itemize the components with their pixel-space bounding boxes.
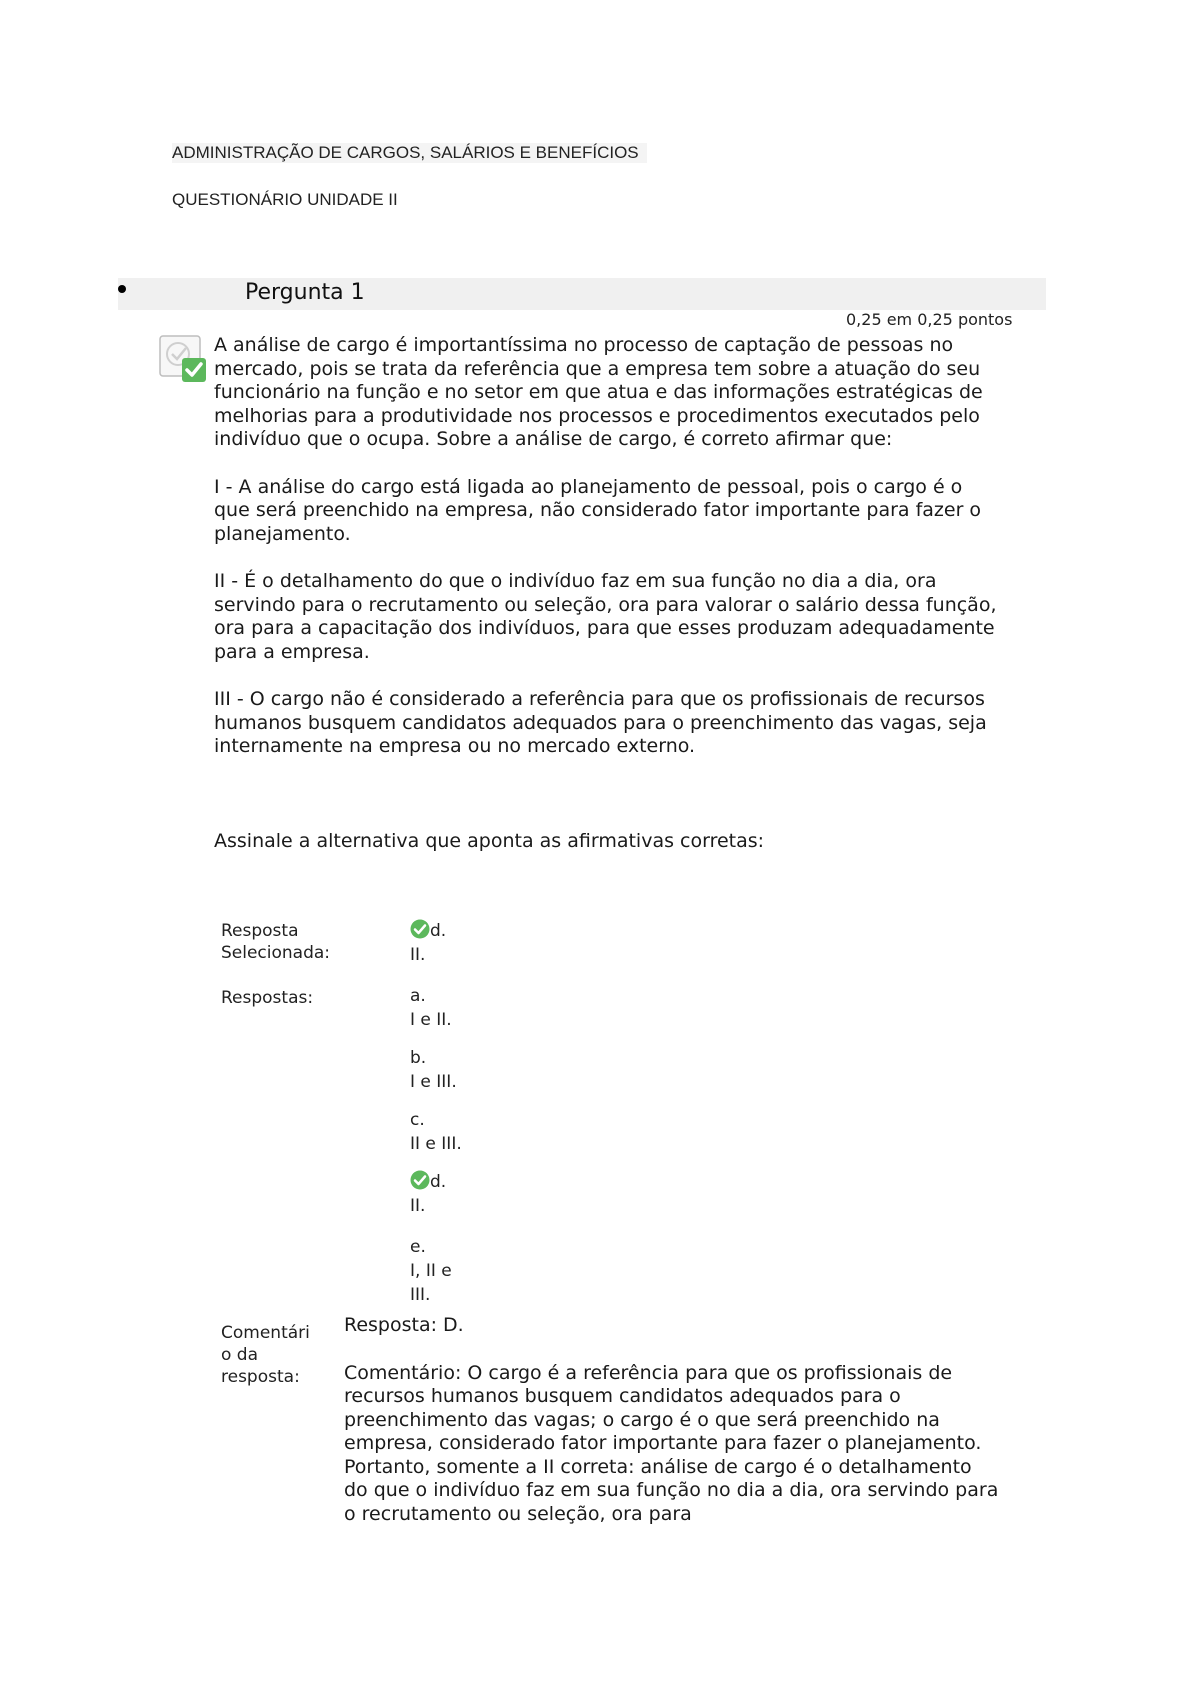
- comment-answer: Resposta: D.: [344, 1314, 464, 1336]
- question-statement: A análise de cargo é importantíssima no processo de captação de pessoas no mercado, pois se trata da referência que a empresa tem sobre a atuação do seu funcionário na função e no setor em que atua e das informações estratégicas de melhorias para a produtividade nos processos e procedimentos executados pelo indivíduo que o ocupa. Sobre a análise de cargo, é correto afirmar que:: [214, 334, 983, 450]
- comment-label: Comentári o da resposta:: [221, 1323, 310, 1387]
- correct-check-icon: [410, 1170, 430, 1190]
- answer-option-a: a. I e II.: [410, 986, 452, 1030]
- statement-item: I - A análise do cargo está ligada ao planejamento de pessoal, pois o cargo é o que será preenchido na empresa, não considerado fator importante para fazer o planejamento.: [214, 475, 982, 545]
- correct-check-icon: [410, 919, 430, 939]
- answers-label: Respostas:: [221, 988, 314, 1008]
- question-prompt: Assinale a alternativa que aponta as afirmativas corretas:: [214, 829, 765, 852]
- statement-item: III - O cargo não é considerado a referência para que os profissionais de recursos humanos busquem candidatos adequados para o preenchimento das vagas, seja internamente na empresa ou no mercado externo.: [214, 688, 987, 757]
- answer-option-b: b. I e III.: [410, 1048, 457, 1092]
- question-body: [214, 334, 1004, 877]
- comment-text: Comentário: O cargo é a referência para que os profissionais de recursos humanos busquem candidatos adequados para o preenchimento das vagas; o cargo é o que será preenchido na empresa, considerado fator importante para fazer o planejamento. Portanto, somente a II correta: análise de cargo é o detalhamento do que o indivíduo faz em sua função no dia a dia, ora servindo para o recrutamento ou seleção, ora para: [344, 1361, 999, 1525]
- correct-check-icon: [158, 334, 208, 384]
- question-title: Pergunta 1: [245, 280, 365, 305]
- answer-option-d: d. II.: [410, 1172, 447, 1216]
- answer-option-c: c. II e III.: [410, 1110, 462, 1154]
- questionnaire-title: QUESTIONÁRIO UNIDADE II: [172, 190, 398, 209]
- course-title: ADMINISTRAÇÃO DE CARGOS, SALÁRIOS E BENEFÍCIOS: [172, 143, 647, 163]
- answer-option-e: e. I, II e III.: [410, 1237, 452, 1305]
- question-points: 0,25 em 0,25 pontos: [846, 310, 1013, 329]
- list-bullet: [118, 285, 126, 293]
- selected-answer: d. II.: [410, 921, 447, 965]
- answer-comment: [344, 1314, 999, 1550]
- statement-item: II - É o detalhamento do que o indivíduo faz em sua função no dia a dia, ora servindo para o recrutamento ou seleção, ora para valorar o salário dessa função, ora para a capacitação dos indivíduos, para que esses produzam adequadamente para a empresa.: [214, 570, 997, 663]
- selected-answer-label: Resposta Selecionada:: [221, 921, 331, 963]
